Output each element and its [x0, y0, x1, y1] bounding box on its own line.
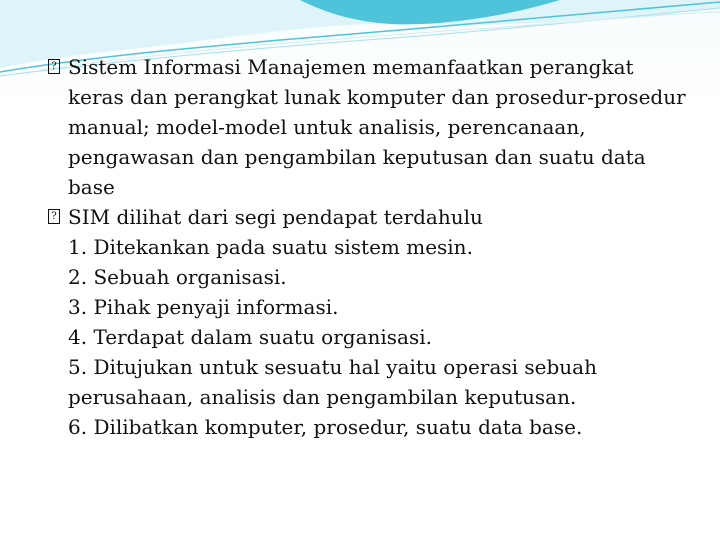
bullet-text: SIM dilihat dari segi pendapat terdahulu — [68, 205, 483, 229]
list-item: 2. Sebuah organisasi. — [68, 265, 287, 289]
list-item: 4. Terdapat dalam suatu organisasi. — [68, 325, 432, 349]
list-item: 6. Dilibatkan komputer, prosedur, suatu data base. — [68, 415, 583, 439]
bullet-sim-view — [48, 202, 688, 232]
bullet-definition — [48, 52, 688, 202]
list-item: 1. Ditekankan pada suatu sistem mesin. — [68, 235, 473, 259]
list-item: 5. Ditujukan untuk sesuatu hal yaitu operasi sebuah perusahaan, analisis dan pengambilan keputusan. — [68, 355, 597, 409]
list-item: 3. Pihak penyaji informasi. — [68, 295, 339, 319]
bullet-icon: ? — [48, 209, 60, 224]
slide-content — [48, 52, 688, 442]
bullet-text: Sistem Informasi Manajemen memanfaatkan perangkat keras dan perangkat lunak komputer dan prosedur-prosedur manual; model-model untuk analisis, perencanaan, pengawasan dan pengambilan keputusan dan suatu data base — [68, 55, 686, 199]
numbered-list — [48, 232, 688, 442]
bullet-icon: ? — [48, 59, 60, 74]
